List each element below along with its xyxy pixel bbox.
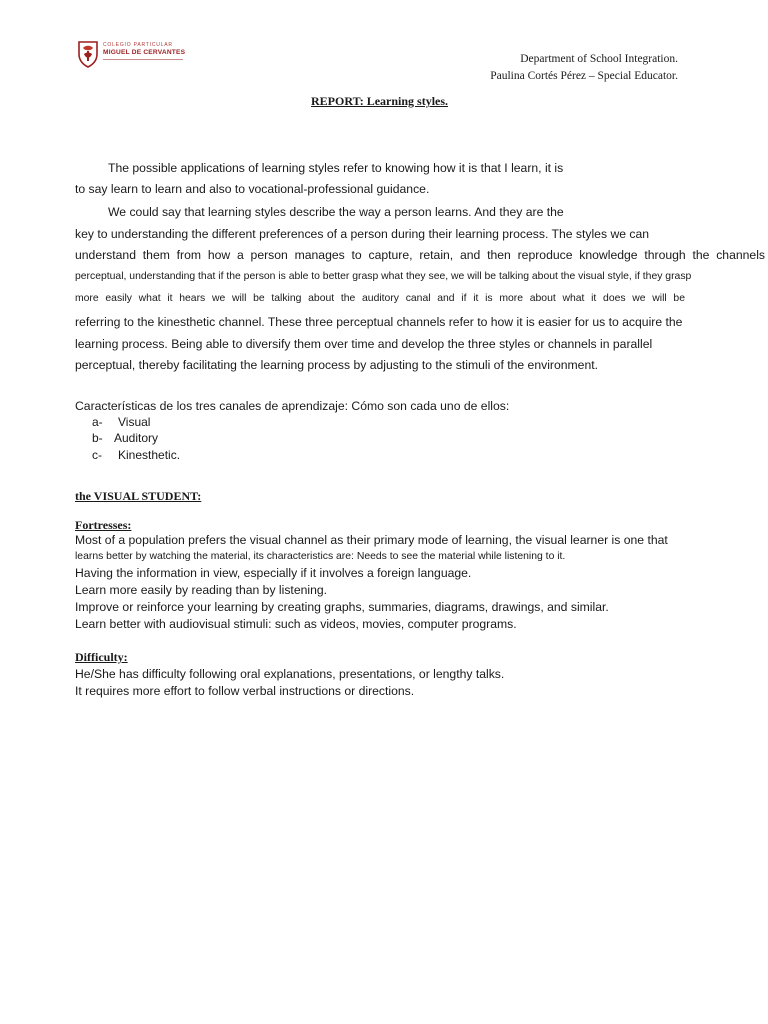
channel-marker: b- <box>92 431 103 445</box>
fortress-line-5: Improve or reinforce your learning by creating graphs, summaries, diagrams, drawings, and similar. <box>75 600 609 614</box>
intro-line-6: perceptual, understanding that if the person is able to better grasp what they see, we will be talking about the visual style, if they grasp <box>75 271 692 282</box>
difficulty-heading: Difficulty: <box>75 650 128 664</box>
fortress-line-3: Having the information in view, especially if it involves a foreign language. <box>75 566 472 580</box>
channel-kinesthetic: Kinesthetic. <box>118 448 181 462</box>
report-title: REPORT: Learning styles. <box>311 94 449 108</box>
fortress-line-1: Most of a population prefers the visual channel as their primary mode of learning, the visual learner is one that <box>75 533 668 547</box>
channel-marker: a- <box>92 415 103 429</box>
difficulty-line-1: He/She has difficulty following oral explanations, presentations, or lengthy talks. <box>75 667 505 681</box>
intro-line-4: key to understanding the different preferences of a person during their learning process. The styles we can <box>75 227 650 241</box>
author-line: Paulina Cortés Pérez – Special Educator. <box>490 70 678 82</box>
logo-divider <box>103 59 183 60</box>
difficulty-line-2: It requires more effort to follow verbal instructions or directions. <box>75 684 415 698</box>
channel-marker: c- <box>92 448 102 462</box>
fortress-line-2: learns better by watching the material, its characteristics are: Needs to see the material while listening to it. <box>75 551 566 562</box>
channel-auditory: Auditory <box>114 431 159 445</box>
intro-line-1: The possible applications of learning styles refer to knowing how it is that I learn, it is <box>108 161 564 175</box>
intro-line-10: perceptual, thereby facilitating the learning process by adjusting to the stimuli of the environment. <box>75 358 599 372</box>
intro-line-8: referring to the kinesthetic channel. These three perceptual channels refer to how it is easier for us to acquire the <box>75 315 683 329</box>
department-line: Department of School Integration. <box>520 53 678 65</box>
fortresses-heading: Fortresses: <box>75 518 132 532</box>
intro-line-2: to say learn to learn and also to vocational-professional guidance. <box>75 182 430 196</box>
intro-line-9: learning process. Being able to diversify them over time and develop the three styles or channels in parallel <box>75 337 653 351</box>
school-shield-icon <box>78 40 98 68</box>
fortress-line-4: Learn more easily by reading than by listening. <box>75 583 328 597</box>
channels-heading: Características de los tres canales de aprendizaje: Cómo son cada uno de ellos: <box>75 399 510 413</box>
intro-line-3: We could say that learning styles describe the way a person learns. And they are the <box>108 205 564 219</box>
school-logo <box>78 40 188 70</box>
logo-school-name: MIGUEL DE CERVANTES <box>103 49 186 56</box>
intro-line-5: understand them from how a person manages to capture, retain, and then reproduce knowledge through the channels <box>75 248 765 262</box>
logo-subtitle: COLEGIO PARTICULAR <box>103 42 173 48</box>
channel-visual: Visual <box>118 415 151 429</box>
fortress-line-6: Learn better with audiovisual stimuli: such as videos, movies, computer programs. <box>75 617 517 631</box>
intro-line-7: more easily what it hears we will be talking about the auditory canal and if it is more about what it does we will be <box>75 293 685 304</box>
visual-student-heading: the VISUAL STUDENT: <box>75 489 202 503</box>
